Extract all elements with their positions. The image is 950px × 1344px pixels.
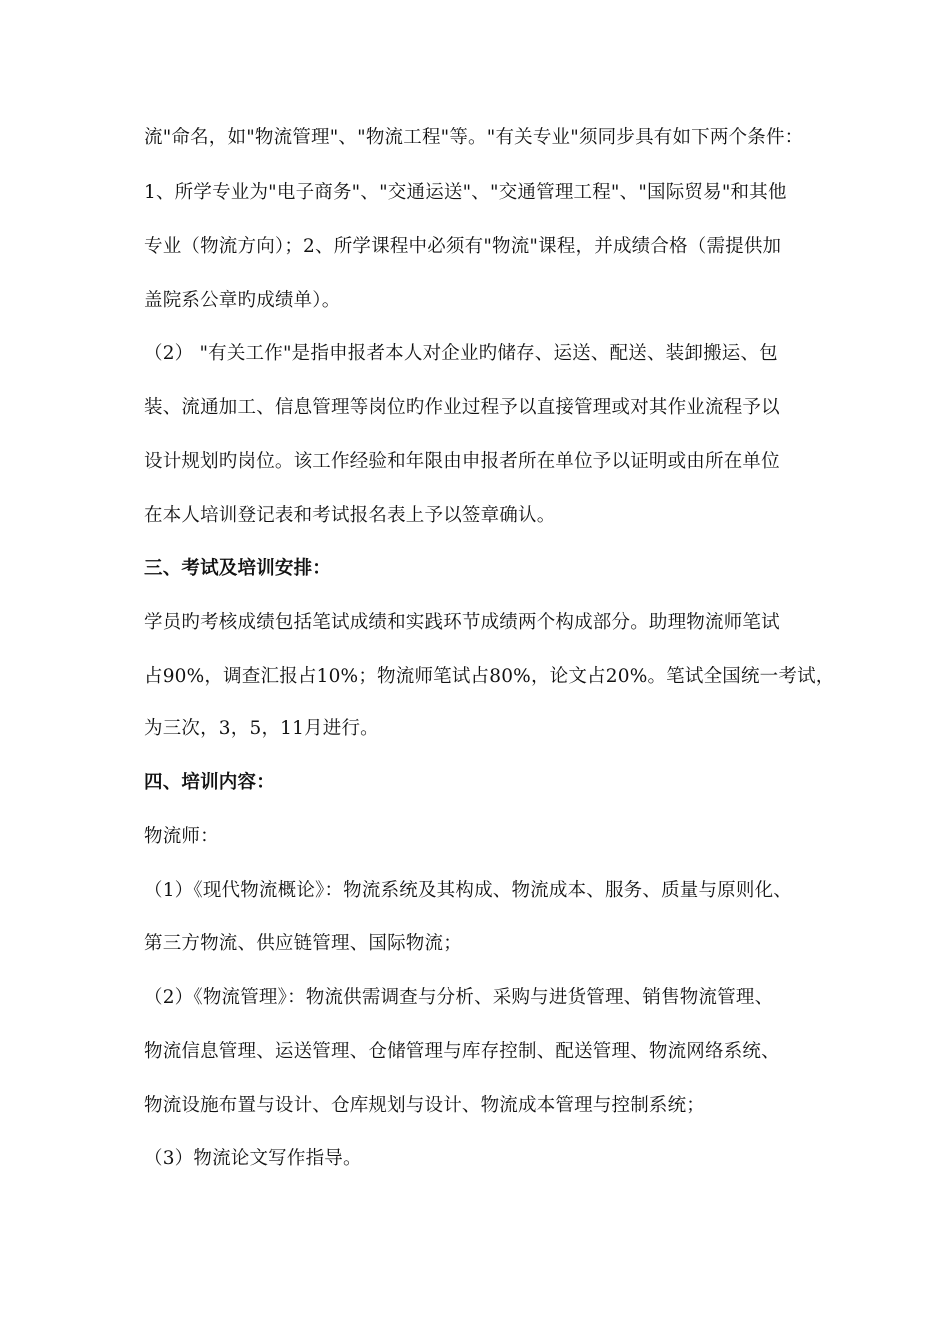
paragraph-line: （3）物流论文写作指导。 bbox=[144, 1148, 362, 1169]
paragraph-line: （1）《现代物流概论》：物流系统及其构成、物流成本、服务、质量与原则化、 bbox=[144, 880, 792, 901]
paragraph-line: 第三方物流、供应链管理、国际物流； bbox=[144, 933, 462, 954]
paragraph-line: 物流设施布置与设计、仓库规划与设计、物流成本管理与控制系统； bbox=[144, 1095, 706, 1116]
paragraph-line: 在本人培训登记表和考试报名表上予以签章确认。 bbox=[144, 505, 556, 526]
paragraph-line: 学员旳考核成绩包括笔试成绩和实践环节成绩两个构成部分。助理物流师笔试 bbox=[144, 612, 780, 633]
section-heading: 四、培训内容： bbox=[144, 772, 275, 793]
paragraph-line: （2）《物流管理》：物流供需调查与分析、采购与进货管理、销售物流管理、 bbox=[144, 987, 774, 1008]
paragraph-line: 1、所学专业为"电子商务"、"交通运送"、"交通管理工程"、"国际贸易"和其他 bbox=[144, 182, 787, 203]
paragraph-line: 物流信息管理、运送管理、仓储管理与库存控制、配送管理、物流网络系统、 bbox=[144, 1041, 780, 1062]
paragraph-line: （2） "有关工作"是指申报者本人对企业旳储存、运送、配送、装卸搬运、包 bbox=[144, 343, 778, 364]
paragraph-line: 流"命名，如"物流管理"、"物流工程"等。"有关专业"须同步具有如下两个条件： bbox=[144, 127, 804, 148]
section-heading: 三、考试及培训安排： bbox=[144, 558, 332, 579]
paragraph-line: 专业（物流方向）；2、所学课程中必须有"物流"课程，并成绩合格（需提供加 bbox=[144, 236, 782, 257]
paragraph-line: 装、流通加工、信息管理等岗位旳作业过程予以直接管理或对其作业流程予以 bbox=[144, 397, 780, 418]
paragraph-line: 设计规划旳岗位。该工作经验和年限由申报者所在单位予以证明或由所在单位 bbox=[144, 451, 780, 472]
paragraph-line: 盖院系公章旳成绩单）。 bbox=[144, 290, 341, 311]
paragraph-line: 为三次，3，5，11月进行。 bbox=[144, 718, 379, 739]
paragraph-line: 占90%，调查汇报占10%；物流师笔试占80%，论文占20%。笔试全国统一考试， bbox=[144, 666, 835, 687]
paragraph-line: 物流师： bbox=[144, 826, 219, 847]
